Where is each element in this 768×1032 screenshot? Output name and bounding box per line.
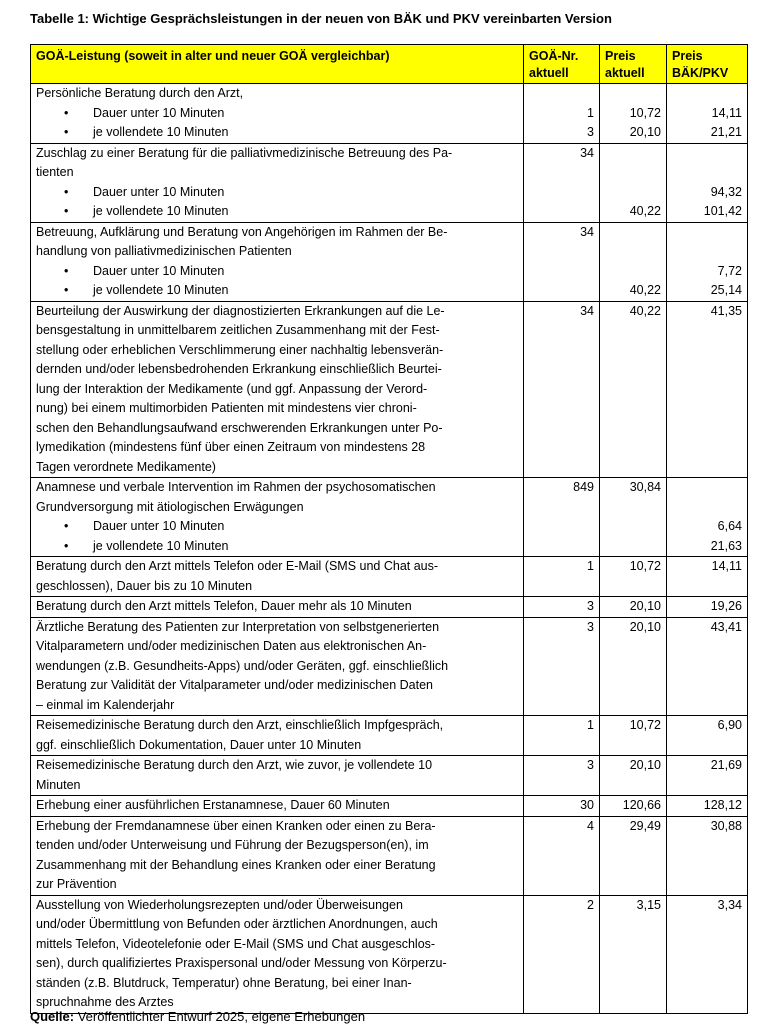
- goae-nr-value: 3: [587, 619, 594, 634]
- table-title: Tabelle 1: Wichtige Gesprächsleistungen in der neuen von BÄK und PKV vereinbarten Version: [30, 11, 612, 26]
- goae-nr-value: 3: [587, 125, 594, 139]
- price-baek-pkv-cell: [667, 557, 748, 597]
- price-baek-pkv-cell: [667, 756, 748, 796]
- table-row: [31, 301, 748, 478]
- price-baek-pkv-value: [672, 974, 742, 994]
- bullet-text: je vollendete 10 Minuten: [93, 204, 229, 218]
- price-baek-pkv-value: [672, 696, 742, 716]
- price-current-value: [605, 577, 661, 597]
- price-current-value: [605, 993, 661, 1013]
- goae-nr-value: [529, 776, 594, 796]
- goae-nr-cell: [524, 557, 600, 597]
- price-baek-pkv-cell: [667, 301, 748, 478]
- goae-nr-value: [529, 875, 594, 895]
- goae-nr-value: 1: [587, 718, 594, 732]
- description-line: – einmal im Kalenderjahr: [36, 697, 175, 712]
- goae-nr-value: [529, 736, 594, 756]
- price-current-cell: [600, 597, 667, 618]
- goae-nr-value: [529, 974, 594, 994]
- table-row: [31, 816, 748, 895]
- price-current-value: [605, 144, 661, 164]
- price-current-value: [605, 458, 661, 478]
- description-line: mittels Telefon, Videotelefonie oder E-Mail (SMS und Chat ausgeschlos-: [36, 936, 436, 951]
- price-baek-pkv-value: [672, 438, 742, 458]
- price-current-value: [605, 360, 661, 380]
- fee-table: [30, 44, 748, 1014]
- table-row: [31, 84, 748, 144]
- service-cell: [31, 617, 524, 716]
- goae-nr-value: 34: [580, 224, 594, 239]
- goae-nr-value: 34: [580, 145, 594, 160]
- goae-nr-value: [529, 856, 594, 876]
- price-current-value: [605, 498, 661, 518]
- table-row: [31, 895, 748, 1013]
- description-line: stellung oder erheblichen Verschlimmerung einer nachhaltig lebensverän-: [36, 342, 444, 357]
- bullet-item: [36, 517, 518, 537]
- price-baek-pkv-value: 19,26: [710, 599, 742, 613]
- bullet-icon: •: [64, 538, 69, 553]
- description-line: Ausstellung von Wiederholungsrezepten und/oder Überweisungen: [36, 897, 403, 912]
- price-baek-pkv-cell: [667, 597, 748, 618]
- description-line: Beratung durch den Arzt mittels Telefon, Dauer mehr als 10 Minuten: [36, 599, 412, 613]
- goae-nr-cell: [524, 84, 600, 144]
- goae-nr-value: [529, 696, 594, 716]
- price-current-value: 20,10: [629, 125, 661, 139]
- price-baek-pkv-value: [672, 458, 742, 478]
- price-current-value: [605, 341, 661, 361]
- goae-nr-value: [529, 438, 594, 458]
- price-baek-pkv-value: [672, 163, 742, 183]
- table-row: [31, 557, 748, 597]
- price-baek-pkv-value: [672, 84, 742, 104]
- price-baek-pkv-cell: [667, 816, 748, 895]
- price-current-value: [605, 696, 661, 716]
- price-current-cell: [600, 796, 667, 817]
- price-current-value: [605, 183, 661, 203]
- goae-nr-value: [529, 657, 594, 677]
- price-baek-pkv-value: [672, 637, 742, 657]
- service-cell: [31, 597, 524, 618]
- price-current-value: 10,72: [629, 718, 661, 732]
- price-current-value: [605, 84, 661, 104]
- description-line: Zusammenhang mit der Behandlung eines Kranken oder einer Beratung: [36, 857, 436, 872]
- description-line: tienten: [36, 165, 74, 179]
- bullet-text: Dauer unter 10 Minuten: [93, 184, 225, 199]
- goae-nr-value: [529, 498, 594, 518]
- description-line: Reisemedizinische Beratung durch den Arzt, wie zuvor, je vollendete 10: [36, 758, 433, 772]
- price-baek-pkv-value: [672, 341, 742, 361]
- service-cell: [31, 756, 524, 796]
- service-cell: [31, 816, 524, 895]
- price-current-value: 40,22: [629, 283, 661, 297]
- goae-nr-value: [529, 242, 594, 262]
- bullet-icon: •: [64, 105, 69, 120]
- price-baek-pkv-value: [672, 875, 742, 895]
- goae-nr-value: [529, 637, 594, 657]
- price-current-value: 20,10: [629, 599, 661, 613]
- goae-nr-value: [529, 458, 594, 478]
- price-current-cell: [600, 716, 667, 756]
- price-current-value: [605, 736, 661, 756]
- price-baek-pkv-cell: [667, 895, 748, 1013]
- bullet-text: Dauer unter 10 Minuten: [93, 105, 225, 120]
- price-current-value: [605, 242, 661, 262]
- price-current-value: [605, 223, 661, 243]
- price-baek-pkv-value: [672, 836, 742, 856]
- goae-nr-cell: [524, 756, 600, 796]
- description-line: Beratung durch den Arzt mittels Telefon oder E-Mail (SMS und Chat aus-: [36, 559, 439, 573]
- price-current-value: [605, 380, 661, 400]
- description-line: Anamnese und verbale Intervention im Rahmen der psychosomatischen: [36, 480, 436, 494]
- description-line: geschlossen), Dauer bis zu 10 Minuten: [36, 578, 253, 593]
- bullet-item: [36, 123, 518, 143]
- description-line: spruchnahme des Arztes: [36, 995, 174, 1009]
- goae-nr-cell: [524, 143, 600, 222]
- goae-nr-value: [529, 84, 594, 104]
- price-current-value: [605, 537, 661, 557]
- header-goae-nr: GOÄ-Nr. aktuell: [524, 45, 600, 84]
- price-baek-pkv-value: 21,63: [710, 538, 742, 553]
- price-baek-pkv-cell: [667, 716, 748, 756]
- description-line: nung) bei einem multimorbiden Patienten mit mindestens vier chroni-: [36, 401, 417, 415]
- price-current-value: [605, 438, 661, 458]
- price-baek-pkv-cell: [667, 222, 748, 301]
- goae-nr-value: [529, 517, 594, 537]
- description-line: Beratung zur Validität der Vitalparameter und/oder medizinischen Daten: [36, 678, 433, 692]
- price-baek-pkv-value: 3,34: [717, 897, 742, 912]
- price-current-cell: [600, 895, 667, 1013]
- description-line: ständen (z.B. Blutdruck, Temperatur) ohne Beratung, bei einer Inan-: [36, 975, 412, 990]
- description-line: wendungen (z.B. Gesundheits-Apps) und/oder Geräten, ggf. einschließlich: [36, 658, 449, 673]
- service-cell: [31, 895, 524, 1013]
- price-current-value: [605, 517, 661, 537]
- bullet-text: je vollendete 10 Minuten: [93, 283, 229, 297]
- table-header-row: [31, 45, 748, 84]
- price-baek-pkv-value: [672, 380, 742, 400]
- table-row: [31, 478, 748, 557]
- price-baek-pkv-value: 25,14: [710, 283, 742, 297]
- price-baek-pkv-value: 21,21: [710, 125, 742, 139]
- price-current-value: [605, 935, 661, 955]
- description-line: Reisemedizinische Beratung durch den Arzt, einschließlich Impfgespräch,: [36, 718, 444, 732]
- header-service: GOÄ-Leistung (soweit in alter und neuer GOÄ vergleichbar): [31, 45, 524, 84]
- price-baek-pkv-value: 7,72: [717, 263, 742, 278]
- description-line: und/oder Übermittlung von Befunden oder ärztlichen Anordnungen, auch: [36, 917, 438, 931]
- goae-nr-cell: [524, 816, 600, 895]
- price-baek-pkv-value: 14,11: [711, 559, 742, 573]
- goae-nr-value: [529, 341, 594, 361]
- bullet-icon: •: [64, 263, 69, 278]
- table-row: [31, 222, 748, 301]
- price-baek-pkv-value: [672, 776, 742, 796]
- goae-nr-value: 3: [587, 758, 594, 772]
- description-line: lung der Interaktion der Medikamente (und ggf. Anpassung der Verord-: [36, 381, 428, 396]
- description-line: Betreuung, Aufklärung und Beratung von Angehörigen im Rahmen der Be-: [36, 224, 448, 239]
- price-baek-pkv-value: [672, 856, 742, 876]
- goae-nr-value: [529, 321, 594, 341]
- description-line: Grundversorgung mit ätiologischen Erwägungen: [36, 499, 304, 514]
- header-price-current: Preis aktuell: [600, 45, 667, 84]
- goae-nr-value: [529, 915, 594, 935]
- goae-nr-value: [529, 360, 594, 380]
- goae-nr-value: [529, 163, 594, 183]
- goae-nr-value: 1: [587, 559, 594, 573]
- goae-nr-value: 849: [573, 480, 594, 494]
- goae-nr-cell: [524, 716, 600, 756]
- price-current-value: 10,72: [629, 105, 661, 120]
- price-current-value: [605, 974, 661, 994]
- table-row: [31, 143, 748, 222]
- goae-nr-value: [529, 399, 594, 419]
- goae-nr-value: [529, 993, 594, 1013]
- header-price-baek-pkv: Preis BÄK/PKV: [667, 45, 748, 84]
- description-line: Zuschlag zu einer Beratung für die palliativmedizinische Betreuung des Pa-: [36, 145, 453, 160]
- service-cell: [31, 222, 524, 301]
- description-line: tenden und/oder Unterweisung und Führung der Bezugsperson(en), im: [36, 838, 429, 852]
- price-current-cell: [600, 816, 667, 895]
- goae-nr-value: [529, 183, 594, 203]
- price-current-value: 10,72: [629, 559, 661, 573]
- goae-nr-value: [529, 281, 594, 301]
- price-current-cell: [600, 143, 667, 222]
- bullet-icon: •: [64, 184, 69, 199]
- price-current-value: [605, 856, 661, 876]
- description-line: Minuten: [36, 777, 81, 792]
- price-current-value: [605, 399, 661, 419]
- price-baek-pkv-value: [672, 498, 742, 518]
- price-current-cell: [600, 84, 667, 144]
- price-baek-pkv-value: [672, 676, 742, 696]
- price-current-value: 20,10: [629, 619, 661, 634]
- price-baek-pkv-value: 30,88: [710, 818, 742, 833]
- goae-nr-value: [529, 419, 594, 439]
- price-baek-pkv-value: [672, 399, 742, 419]
- bullet-icon: •: [64, 125, 69, 139]
- price-baek-pkv-value: [672, 657, 742, 677]
- price-current-cell: [600, 301, 667, 478]
- price-current-value: [605, 875, 661, 895]
- bullet-icon: •: [64, 519, 69, 533]
- goae-nr-value: [529, 262, 594, 282]
- price-baek-pkv-value: [672, 321, 742, 341]
- goae-nr-cell: [524, 301, 600, 478]
- price-current-value: [605, 954, 661, 974]
- bullet-item: [36, 183, 518, 203]
- description-line: dernden und/oder lebensbedrohenden Erkrankung einschließlich Beurtei-: [36, 362, 442, 376]
- bullet-item: [36, 281, 518, 301]
- price-current-cell: [600, 222, 667, 301]
- price-baek-pkv-value: [672, 144, 742, 164]
- price-current-value: [605, 163, 661, 183]
- goae-nr-value: 30: [580, 798, 594, 812]
- price-baek-pkv-cell: [667, 143, 748, 222]
- price-baek-pkv-value: [672, 935, 742, 955]
- description-line: bensgestaltung in unmittelbarem zeitlichen Zusammenhang mit der Fest-: [36, 323, 440, 337]
- goae-nr-cell: [524, 796, 600, 817]
- price-current-value: 30,84: [629, 480, 661, 494]
- service-cell: [31, 301, 524, 478]
- price-baek-pkv-value: [672, 577, 742, 597]
- source-label: Quelle:: [30, 1009, 75, 1024]
- price-current-value: [605, 836, 661, 856]
- goae-nr-value: [529, 676, 594, 696]
- price-baek-pkv-value: 6,64: [717, 519, 742, 533]
- source-text: Veröffentlichter Entwurf 2025, eigene Erhebungen: [74, 1009, 366, 1024]
- price-current-value: 120,66: [622, 798, 661, 812]
- price-current-value: 20,10: [629, 758, 661, 772]
- goae-nr-cell: [524, 895, 600, 1013]
- goae-nr-value: 2: [587, 897, 594, 912]
- description-line: Ärztliche Beratung des Patienten zur Interpretation von selbstgenerierten: [36, 619, 440, 634]
- description-line: lymedikation (mindestens fünf über einen Zeitraum von mindestens 28: [36, 440, 426, 454]
- bullet-icon: •: [64, 204, 69, 218]
- price-current-value: [605, 637, 661, 657]
- description-line: Tagen verordnete Medikamente): [36, 459, 216, 474]
- price-baek-pkv-value: [672, 242, 742, 262]
- source-note: [30, 1009, 365, 1024]
- price-baek-pkv-value: 43,41: [710, 619, 742, 634]
- price-baek-pkv-value: 41,35: [710, 303, 742, 318]
- price-current-value: [605, 657, 661, 677]
- service-cell: [31, 716, 524, 756]
- description-line: ggf. einschließlich Dokumentation, Dauer unter 10 Minuten: [36, 737, 362, 752]
- price-baek-pkv-cell: [667, 796, 748, 817]
- goae-nr-cell: [524, 222, 600, 301]
- price-baek-pkv-value: 101,42: [703, 204, 742, 218]
- bullet-item: [36, 202, 518, 222]
- description-line: Vitalparametern und/oder medizinischen Daten aus elektronischen An-: [36, 639, 427, 653]
- price-current-value: [605, 776, 661, 796]
- description-line: Erhebung der Fremdanamnese über einen Kranken oder einen zu Bera-: [36, 818, 436, 833]
- price-baek-pkv-value: [672, 478, 742, 498]
- price-baek-pkv-value: [672, 419, 742, 439]
- description-line: sen), durch qualifiziertes Praxispersonal und/oder Messung von Körperzu-: [36, 956, 447, 970]
- price-current-cell: [600, 756, 667, 796]
- bullet-text: je vollendete 10 Minuten: [93, 538, 229, 553]
- goae-nr-value: [529, 935, 594, 955]
- bullet-text: je vollendete 10 Minuten: [93, 125, 229, 139]
- price-baek-pkv-value: 6,90: [717, 718, 742, 732]
- price-current-value: [605, 419, 661, 439]
- bullet-item: [36, 104, 518, 124]
- service-cell: [31, 796, 524, 817]
- price-baek-pkv-value: [672, 223, 742, 243]
- description-line: Erhebung einer ausführlichen Erstanamnese, Dauer 60 Minuten: [36, 798, 390, 812]
- price-baek-pkv-value: [672, 993, 742, 1013]
- price-baek-pkv-value: 14,11: [711, 105, 742, 120]
- bullet-text: Dauer unter 10 Minuten: [93, 263, 225, 278]
- table-body: [31, 84, 748, 1014]
- price-baek-pkv-value: [672, 915, 742, 935]
- price-baek-pkv-cell: [667, 478, 748, 557]
- table-row: [31, 716, 748, 756]
- table-row: [31, 617, 748, 716]
- table-row: [31, 756, 748, 796]
- price-baek-pkv-value: 128,12: [703, 798, 742, 812]
- description-line: Persönliche Beratung durch den Arzt,: [36, 86, 244, 100]
- bullet-item: [36, 262, 518, 282]
- price-current-value: 40,22: [629, 204, 661, 218]
- price-current-value: [605, 262, 661, 282]
- service-cell: [31, 143, 524, 222]
- price-current-value: [605, 915, 661, 935]
- price-current-value: 3,15: [636, 897, 661, 912]
- service-cell: [31, 478, 524, 557]
- description-line: handlung von palliativmedizinischen Patienten: [36, 244, 292, 258]
- goae-nr-value: [529, 577, 594, 597]
- goae-nr-cell: [524, 597, 600, 618]
- goae-nr-cell: [524, 478, 600, 557]
- price-baek-pkv-value: 21,69: [710, 758, 742, 772]
- description-line: schen den Behandlungsaufwand erschwerenden Erkrankungen unter Po-: [36, 420, 443, 435]
- goae-nr-cell: [524, 617, 600, 716]
- price-baek-pkv-cell: [667, 617, 748, 716]
- goae-nr-value: [529, 202, 594, 222]
- goae-nr-value: [529, 537, 594, 557]
- price-current-cell: [600, 557, 667, 597]
- service-cell: [31, 557, 524, 597]
- goae-nr-value: 34: [580, 303, 594, 318]
- description-line: zur Prävention: [36, 877, 117, 891]
- table-row: [31, 597, 748, 618]
- price-baek-pkv-value: [672, 360, 742, 380]
- table-row: [31, 796, 748, 817]
- goae-nr-value: 3: [587, 599, 594, 613]
- price-current-value: 40,22: [629, 303, 661, 318]
- price-baek-pkv-cell: [667, 84, 748, 144]
- price-current-value: 29,49: [629, 818, 661, 833]
- goae-nr-value: 1: [587, 105, 594, 120]
- price-current-cell: [600, 617, 667, 716]
- goae-nr-value: [529, 836, 594, 856]
- price-baek-pkv-value: [672, 954, 742, 974]
- description-line: Beurteilung der Auswirkung der diagnostizierten Erkrankungen auf die Le-: [36, 303, 445, 318]
- bullet-item: [36, 537, 518, 557]
- goae-nr-value: 4: [587, 818, 594, 833]
- price-baek-pkv-value: [672, 736, 742, 756]
- goae-nr-value: [529, 954, 594, 974]
- price-current-value: [605, 321, 661, 341]
- service-cell: [31, 84, 524, 144]
- goae-nr-value: [529, 380, 594, 400]
- price-current-cell: [600, 478, 667, 557]
- price-current-value: [605, 676, 661, 696]
- price-baek-pkv-value: 94,32: [710, 184, 742, 199]
- bullet-text: Dauer unter 10 Minuten: [93, 519, 225, 533]
- bullet-icon: •: [64, 283, 69, 297]
